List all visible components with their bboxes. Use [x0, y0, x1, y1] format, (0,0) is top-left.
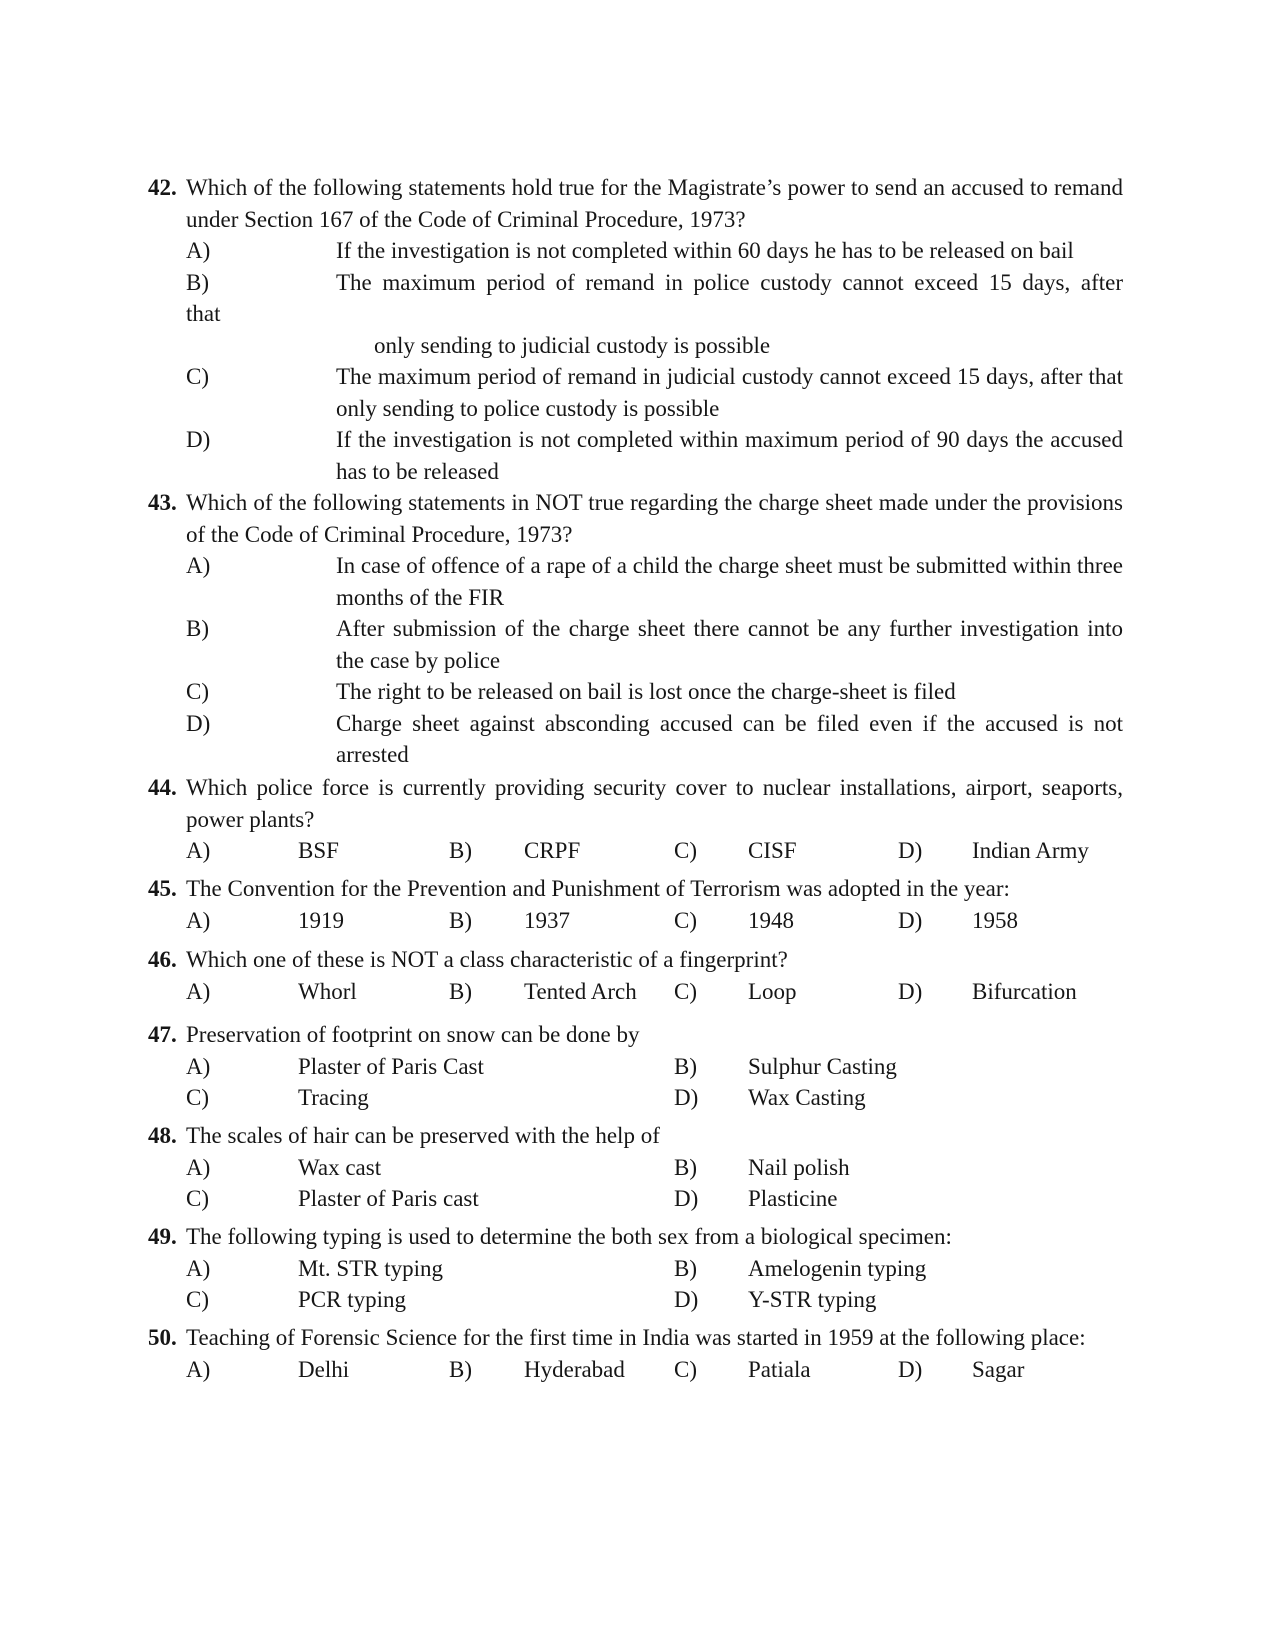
- question-number: 42.: [148, 175, 177, 200]
- question-number: 47.: [148, 1022, 177, 1047]
- question-text: The Convention for the Prevention and Punishment of Terrorism was adopted in the year:: [186, 876, 1010, 901]
- option-letter: B): [674, 1255, 697, 1281]
- option-text: Plasticine: [748, 1186, 838, 1211]
- question-46: [148, 944, 1123, 1007]
- option-text: Wax Casting: [748, 1085, 866, 1110]
- question-stem: [148, 944, 1123, 976]
- option-d: [186, 708, 1123, 771]
- question-48: [148, 1120, 1123, 1215]
- option-letter: B): [449, 838, 472, 863]
- option-text: CRPF: [524, 838, 581, 863]
- option-c: [186, 361, 1123, 424]
- options-row: [186, 1152, 1123, 1184]
- option-letter: B): [186, 616, 209, 641]
- option-letter: D): [674, 1287, 699, 1312]
- option-text-orphan: that: [186, 301, 221, 326]
- question-stem: [148, 873, 1123, 905]
- question-45: [148, 873, 1123, 936]
- option-letter: C): [674, 1356, 697, 1382]
- question-50: [148, 1322, 1123, 1385]
- options-row: [186, 1354, 1123, 1386]
- option-text: Loop: [748, 978, 797, 1004]
- question-text: The following typing is used to determine the both sex from a biological specimen:: [186, 1224, 952, 1249]
- question-text: Which police force is currently providing security cover to nuclear installations, airport, seaports, power plants?: [186, 775, 1123, 832]
- option-text: PCR typing: [298, 1287, 407, 1312]
- option-text: Mt. STR typing: [298, 1255, 444, 1281]
- option-text: In case of offence of a rape of a child the charge sheet must be submitted within three months of the FIR: [336, 553, 1123, 610]
- question-text: Preservation of footprint on snow can be done by: [186, 1022, 640, 1047]
- option-letter: C): [186, 364, 209, 389]
- option-b: [186, 613, 1123, 676]
- options-row: [186, 905, 1123, 937]
- option-letter: D): [186, 427, 211, 452]
- option-letter: D): [674, 1085, 699, 1110]
- option-letter: A): [186, 907, 211, 933]
- option-text: Nail polish: [748, 1154, 850, 1180]
- question-text: Which one of these is NOT a class characteristic of a fingerprint?: [186, 947, 788, 972]
- question-number: 43.: [148, 490, 177, 515]
- question-stem: [148, 1322, 1123, 1354]
- question-stem: [148, 1120, 1123, 1152]
- question-stem: [148, 172, 1123, 235]
- options-row: [186, 1183, 1123, 1215]
- option-letter: C): [186, 1287, 209, 1312]
- option-text: Plaster of Paris Cast: [298, 1053, 484, 1079]
- option-letter: B): [449, 978, 472, 1004]
- question-43: [148, 487, 1123, 771]
- question-stem: [148, 1019, 1123, 1051]
- option-text: If the investigation is not completed within 60 days he has to be released on bail: [336, 238, 1074, 263]
- option-text: 1919: [298, 907, 344, 933]
- option-letter: A): [186, 1255, 211, 1281]
- question-number: 49.: [148, 1224, 177, 1249]
- option-text: BSF: [298, 838, 339, 863]
- option-letter: A): [186, 1154, 211, 1180]
- question-47: [148, 1019, 1123, 1114]
- option-letter: D): [898, 1356, 923, 1382]
- question-number: 44.: [148, 775, 177, 800]
- option-text: Y-STR typing: [748, 1287, 877, 1312]
- option-text: The right to be released on bail is lost once the charge-sheet is filed: [336, 679, 956, 704]
- options-row: [186, 1051, 1123, 1083]
- option-text: Whorl: [298, 978, 357, 1004]
- option-text: 1948: [748, 907, 794, 933]
- option-text: Charge sheet against absconding accused can be filed even if the accused is not arrested: [336, 710, 1123, 767]
- option-text: CISF: [748, 838, 797, 863]
- option-text: Patiala: [748, 1356, 811, 1382]
- question-42: [148, 172, 1123, 487]
- question-stem: [148, 487, 1123, 550]
- question-text: Teaching of Forensic Science for the first time in India was started in 1959 at the following place:: [186, 1325, 1086, 1350]
- option-text: Delhi: [298, 1356, 350, 1382]
- question-text: The scales of hair can be preserved with the help of: [186, 1123, 660, 1148]
- question-text: Which of the following statements in NOT true regarding the charge sheet made under the provisions of the Code of Criminal Procedure, 1973?: [186, 490, 1123, 547]
- option-text: Wax cast: [298, 1154, 382, 1180]
- option-text: Indian Army: [972, 838, 1089, 863]
- option-text: Sulphur Casting: [748, 1053, 897, 1079]
- option-letter: C): [186, 1186, 209, 1211]
- question-number: 46.: [148, 947, 177, 972]
- option-letter: C): [186, 679, 209, 704]
- option-text: 1958: [972, 907, 1018, 933]
- option-text: Sagar: [972, 1356, 1025, 1382]
- option-b-first-line: [186, 267, 1123, 299]
- option-text-first-part: The maximum period of remand in police custody cannot exceed 15 days, after: [336, 269, 1123, 295]
- option-letter: C): [674, 978, 697, 1004]
- option-text: Plaster of Paris cast: [298, 1186, 479, 1211]
- option-text-continuation: only sending to judicial custody is possible: [374, 332, 771, 358]
- option-letter: D): [674, 1186, 699, 1211]
- option-letter: A): [186, 1356, 211, 1382]
- option-letter: A): [186, 553, 211, 578]
- options-row: [186, 1284, 1123, 1316]
- option-d: [186, 424, 1123, 487]
- option-letter: D): [898, 907, 923, 933]
- option-a: [186, 235, 1123, 267]
- option-letter: D): [186, 710, 211, 736]
- option-letter: A): [186, 838, 211, 863]
- option-text: Bifurcation: [972, 978, 1077, 1004]
- option-text: Tracing: [298, 1085, 369, 1110]
- option-text: The maximum period of remand in judicial custody cannot exceed 15 days, after that only sending to police custody is possible: [336, 364, 1123, 421]
- options-row: [186, 835, 1123, 867]
- question-number: 45.: [148, 876, 177, 901]
- option-c: [186, 676, 1123, 708]
- option-text: After submission of the charge sheet there cannot be any further investigation into the case by police: [336, 616, 1123, 673]
- option-letter: C): [674, 907, 697, 933]
- question-number: 48.: [148, 1123, 177, 1148]
- option-letter: B): [674, 1053, 697, 1079]
- option-letter: A): [186, 1053, 211, 1079]
- options-row: [186, 1082, 1123, 1114]
- option-letter: D): [898, 838, 923, 863]
- option-a: [186, 550, 1123, 613]
- option-text: 1937: [524, 907, 570, 933]
- option-b: [186, 267, 1123, 362]
- option-letter: A): [186, 238, 211, 263]
- question-text: Which of the following statements hold true for the Magistrate’s power to send an accused to remand under Section 167 of the Code of Criminal Procedure, 1973?: [186, 175, 1123, 232]
- question-44: [148, 772, 1123, 867]
- option-letter: C): [674, 838, 697, 863]
- option-letter: C): [186, 1085, 209, 1110]
- option-letter: B): [674, 1154, 697, 1180]
- option-text: Amelogenin typing: [748, 1255, 927, 1281]
- option-letter: A): [186, 978, 211, 1004]
- question-number: 50.: [148, 1325, 177, 1350]
- question-stem: [148, 772, 1123, 835]
- options-row: [186, 1253, 1123, 1285]
- question-stem: [148, 1221, 1123, 1253]
- option-text: Tented Arch: [524, 978, 637, 1004]
- option-letter: B): [449, 907, 472, 933]
- option-letter: B): [449, 1356, 472, 1382]
- options-row: [186, 976, 1123, 1008]
- option-letter: B): [186, 269, 209, 295]
- question-49: [148, 1221, 1123, 1316]
- option-text: Hyderabad: [524, 1356, 625, 1382]
- option-text: If the investigation is not completed within maximum period of 90 days the accused has to be released: [336, 427, 1123, 484]
- option-letter: D): [898, 978, 923, 1004]
